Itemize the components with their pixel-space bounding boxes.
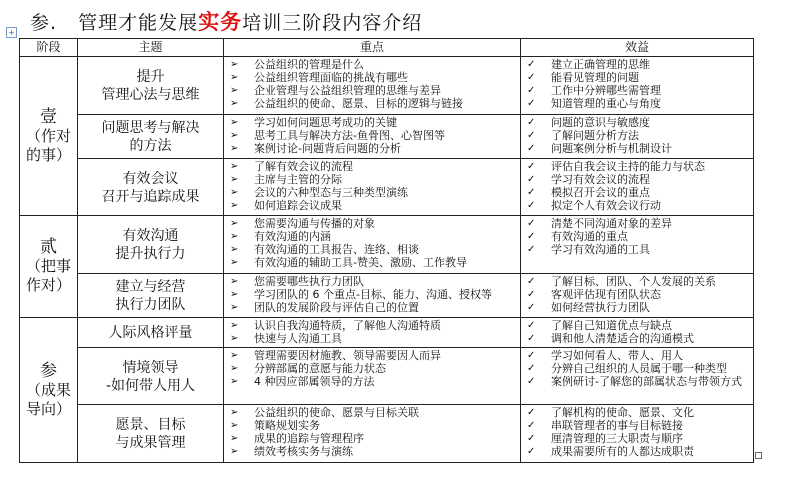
point-item: ➢ 学习如何问题思考成功的关键 (230, 116, 520, 129)
point-item: ➢ 学习团队的 6 个重点-目标、能力、沟通、授权等 (230, 288, 520, 301)
benefit-item: ✓ 清楚不同沟通对象的差异 (527, 217, 753, 230)
point-item: ➢ 公益组织的管理是什么 (230, 58, 520, 71)
point-item: ➢ 主席与主管的分际 (230, 173, 520, 186)
title-main-after: 培训三阶段内容介绍 (242, 12, 423, 34)
benefit-item: ✓ 问题案例分析与机制设计 (527, 142, 753, 155)
point-item: ➢ 会议的六种型态与三种类型演练 (230, 186, 520, 199)
topic-line: 的方法 (129, 138, 172, 154)
benefits-cell (521, 274, 754, 318)
topic-line: 有效会议 (122, 170, 179, 187)
table-row (20, 159, 754, 216)
points-cell (224, 57, 521, 115)
table-row (20, 348, 754, 405)
benefits-cell (521, 159, 754, 216)
topic-line: 问题思考与解决 (101, 120, 200, 136)
benefit-item: ✓ 有效沟通的重点 (527, 230, 753, 243)
stage-cell-2 (20, 216, 78, 318)
point-item: ➢ 公益组织管理面临的挑战有哪些 (230, 71, 520, 84)
topic-cell (78, 159, 224, 216)
benefits-cell (521, 57, 754, 115)
benefit-item: ✓ 拟定个人有效会议行动 (527, 199, 753, 212)
stage-label-top: 参 (40, 360, 57, 381)
table-row (20, 57, 754, 115)
topic-cell (78, 318, 224, 348)
topic-line: 与成果管理 (115, 435, 186, 451)
point-item: ➢ 有效沟通的内涵 (230, 230, 520, 243)
topic-line: 建立与经营 (115, 279, 186, 295)
point-item: ➢ 有效沟通的辅助工具-赞美、激励、工作教导 (230, 256, 520, 269)
stage-label-rest: （把事作对） (25, 257, 71, 294)
point-item: ➢ 了解有效会议的流程 (230, 160, 520, 173)
topic-line: 愿景、目标 (115, 417, 186, 433)
benefits-cell (521, 405, 754, 463)
benefit-item: ✓ 调和他人清楚适合的沟通模式 (527, 332, 753, 345)
benefit-item: ✓ 了解机构的使命、愿景、文化 (527, 406, 753, 419)
table-row (20, 115, 754, 159)
benefit-item: ✓ 评估自我会议主持的能力与状态 (527, 160, 753, 173)
table-row (20, 216, 754, 274)
table-header-row (20, 39, 754, 57)
title-main-before: 管理才能发展 (78, 12, 199, 34)
title-highlight: 实务 (198, 10, 243, 34)
point-item: ➢ 策略规划实务 (230, 419, 520, 432)
points-cell (224, 159, 521, 216)
benefit-item: ✓ 分辨自己组织的人员属于哪一种类型 (527, 362, 753, 375)
benefit-item: ✓ 问题的意识与敏感度 (527, 116, 753, 129)
point-item: ➢ 快速与人沟通工具 (230, 332, 520, 345)
stage-label-rest: （成果导向） (25, 380, 71, 418)
point-item: ➢ 如何追踪会议成果 (230, 199, 520, 212)
benefit-item: ✓ 厘清管理的三大职责与顺序 (527, 432, 753, 445)
points-cell (224, 274, 521, 318)
benefit-item: ✓ 知道管理的重心与角度 (527, 97, 753, 110)
benefit-item: ✓ 案例研讨-了解您的部属状态与带领方式 (527, 375, 753, 388)
benefits-cell (521, 115, 754, 159)
benefit-item: ✓ 成果需要所有的人都达成职责 (527, 445, 753, 458)
point-item: ➢ 您需要沟通与传播的对象 (230, 217, 520, 230)
point-item: ➢ 有效沟通的工具报告、连络、相谈 (230, 243, 520, 256)
topic-line: 人际风格评量 (108, 325, 193, 341)
benefit-item: ✓ 工作中分辨哪些需管理 (527, 84, 753, 97)
benefit-item: ✓ 学习有效会议的流程 (527, 173, 753, 186)
stage-label-top: 贰 (40, 237, 57, 257)
topic-line: 情境领导 (122, 359, 179, 376)
topic-line: -如何带人用人 (105, 377, 196, 394)
topic-cell (78, 216, 224, 274)
point-item: ➢ 分辨部属的意愿与能力状态 (230, 362, 520, 375)
benefit-item: ✓ 学习有效沟通的工具 (527, 243, 753, 256)
topic-line: 召开与追踪成果 (101, 188, 200, 205)
benefit-item: ✓ 模拟召开会议的重点 (527, 186, 753, 199)
header-stage: 阶段 (20, 39, 78, 57)
header-topic: 主题 (78, 39, 224, 57)
benefit-item: ✓ 客观评估现有团队状态 (527, 288, 753, 301)
benefits-cell (521, 348, 754, 405)
benefit-item: ✓ 如何经营执行力团队 (527, 301, 753, 314)
page-title (30, 6, 422, 36)
stage-label-top: 壹 (40, 106, 57, 127)
point-item: ➢ 思考工具与解决方法-鱼骨图、心智图等 (230, 129, 520, 142)
benefits-cell (521, 216, 754, 274)
benefit-item: ✓ 了解目标、团队、个人发展的关系 (527, 275, 753, 288)
table-row (20, 405, 754, 463)
header-points: 重点 (224, 39, 521, 57)
table-row (20, 274, 754, 318)
curriculum-table (19, 38, 754, 463)
point-item: ➢ 案例讨论-问题背后问题的分析 (230, 142, 520, 155)
points-cell (224, 115, 521, 159)
point-item: ➢ 公益组织的使命、愿景与目标关联 (230, 406, 520, 419)
table-resize-handle[interactable] (755, 452, 762, 459)
topic-line: 提升执行力 (115, 246, 186, 262)
points-cell (224, 216, 521, 274)
benefit-item: ✓ 能看见管理的问题 (527, 71, 753, 84)
title-prefix: 参. (30, 12, 58, 34)
point-item: ➢ 管理需要因材施教、领导需要因人而异 (230, 349, 520, 362)
stage-label-rest: （作对的事） (25, 126, 71, 164)
point-item: ➢ 企业管理与公益组织管理的思维与差异 (230, 84, 520, 97)
point-item: ➢ 您需要哪些执行力团队 (230, 275, 520, 288)
topic-line: 执行力团队 (115, 297, 186, 313)
topic-cell (78, 57, 224, 115)
benefit-item: ✓ 了解问题分析方法 (527, 129, 753, 142)
points-cell (224, 348, 521, 405)
point-item: ➢ 成果的追踪与管理程序 (230, 432, 520, 445)
benefits-cell (521, 318, 754, 348)
stage-cell-1 (20, 57, 78, 216)
topic-line: 提升 (136, 69, 165, 85)
point-item: ➢ 绩效考核实务与演练 (230, 445, 520, 458)
benefit-item: ✓ 了解自己知道优点与缺点 (527, 319, 753, 332)
topic-cell (78, 405, 224, 463)
points-cell (224, 318, 521, 348)
topic-line: 管理心法与思维 (101, 87, 200, 103)
points-cell (224, 405, 521, 463)
point-item: ➢ 公益组织的使命、愿景、目标的逻辑与链接 (230, 97, 520, 110)
benefit-item: ✓ 串联管理者的事与目标链接 (527, 419, 753, 432)
topic-cell (78, 274, 224, 318)
table-row (20, 318, 754, 348)
stage-cell-3 (20, 318, 78, 463)
topic-cell (78, 348, 224, 405)
header-benefits: 效益 (521, 39, 754, 57)
benefit-item: ✓ 建立正确管理的思维 (527, 58, 753, 71)
point-item: ➢ 认识自我沟通特质，了解他人沟通特质 (230, 319, 520, 332)
table-move-handle-icon[interactable]: + (6, 27, 17, 38)
benefit-item: ✓ 学习如何看人、带人、用人 (527, 349, 753, 362)
topic-cell (78, 115, 224, 159)
point-item: ➢ 4 种因应部属领导的方法 (230, 375, 520, 388)
topic-line: 有效沟通 (122, 228, 179, 244)
point-item: ➢ 团队的发展阶段与评估自己的位置 (230, 301, 520, 314)
